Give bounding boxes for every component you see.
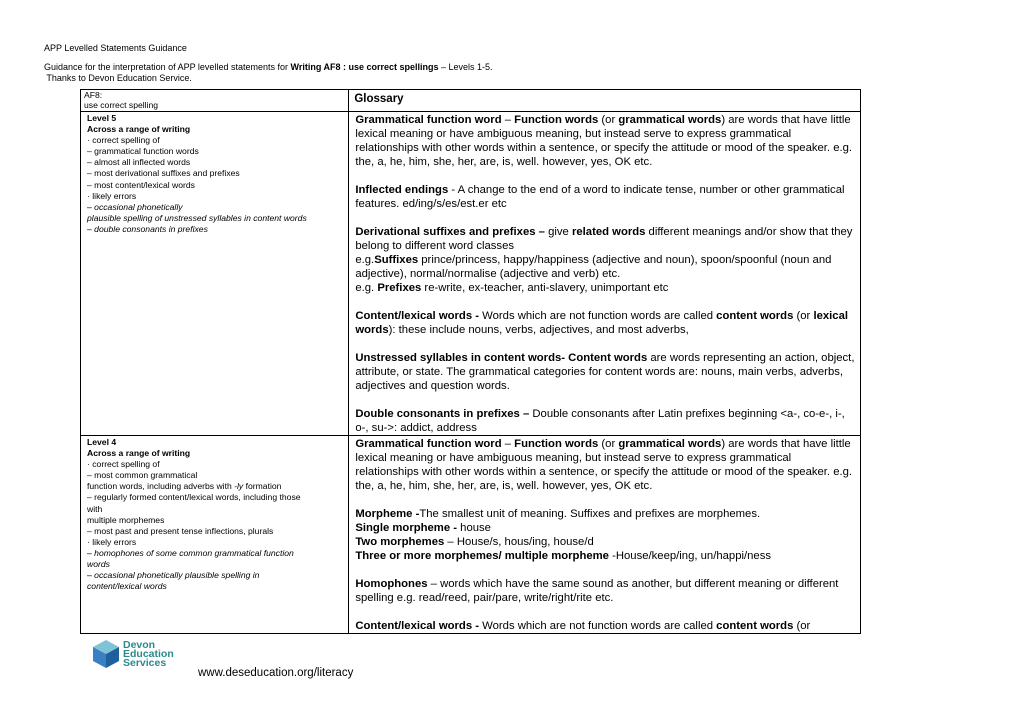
glossary4-cell (349, 436, 861, 634)
list-item: with (87, 503, 103, 514)
guidance-line (44, 62, 493, 73)
level4-subtitle: Across a range of writing (87, 448, 191, 459)
gloss-derivational: Derivational suffixes and prefixes – give related words different meanings and/or show that they belong to different word classes e.g.Suffixes prince/princess, happy/happiness (adjective and noun), spoon/spoonful (noun and adjective), normal/normalise (adjective and verb) etc. e.g. Prefixes re-write, ex-teacher, anti-slavery, unimportant etc (355, 226, 853, 294)
guidance-text: Guidance for the interpretation of APP levelled statements for (44, 62, 291, 72)
gloss-homophones: Homophones – words which have the same sound as another, but different meaning or different spelling e.g. read/reed, pair/pare, write/right/rite etc. (355, 578, 839, 604)
list-item: · correct spelling of (87, 459, 160, 470)
glossary5-cell (349, 112, 861, 436)
guidance-table (80, 89, 861, 634)
guidance-levels: – Levels 1-5. (438, 62, 493, 72)
gloss-content-words: Content/lexical words - Words which are not function words are called content words (or (355, 620, 811, 632)
logo-line2: Education (123, 647, 174, 660)
list-item: – homophones of some common grammatical function (87, 547, 294, 558)
gloss-content-words: Content/lexical words - Words which are not function words are called content words (or lexical words): these include nouns, verbs, adjectives, and most adverbs, (355, 310, 849, 336)
guidance-bold: Writing AF8 : use correct spellings (290, 62, 439, 72)
cube-icon (92, 639, 120, 669)
list-item: content/lexical words (87, 581, 167, 592)
list-item: – almost all inflected words (87, 157, 191, 168)
list-item: – occasional phonetically plausible spelling in (87, 570, 260, 581)
gloss-inflected: Inflected endings - A change to the end of a word to indicate tense, number or other grammatical features. ed/ing/s/es/est.er etc (355, 184, 845, 210)
gloss-function-word: Grammatical function word – Function words (or grammatical words) are words that have little lexical meaning or have ambiguous meaning, but instead serve to express grammatical relationships with other words within a sentence, or specify the attitude or mood of the speaker. e.g. the, a, he, him, she, her, are, is, well. however, yes, OK etc. (355, 438, 853, 492)
list-item: – most content/lexical words (87, 179, 195, 190)
list-item: – grammatical function words (87, 146, 199, 157)
af8-cell (81, 90, 349, 112)
list-item: – most common grammatical (87, 470, 198, 481)
logo-line1: Devon (123, 638, 156, 651)
glossary-header-cell (349, 90, 861, 112)
gloss-double-consonants: Double consonants in prefixes – Double consonants after Latin prefixes beginning <a-, co-e-, i-, o-, su->: addict, address (355, 408, 845, 434)
list-item: · correct spelling of (87, 135, 160, 146)
table-row (81, 112, 861, 436)
af8-sub: use correct spelling (84, 100, 159, 110)
doc-title: APP Levelled Statements Guidance (44, 43, 187, 53)
level4-title: Level 4 (87, 437, 117, 447)
literacy-link[interactable]: www.deseducation.org/literacy (198, 667, 354, 679)
gloss-unstressed: Unstressed syllables in content words- Content words are words representing an action, object, attribute, or state. The grammatical categories for content words are: nouns, main verbs, adverbs, adjectives and question words. (355, 352, 855, 392)
list-item: words (87, 559, 110, 570)
level5-cell (81, 112, 349, 436)
devon-logo (92, 639, 174, 669)
list-item: function words, including adverbs with -ly formation (87, 481, 282, 492)
level5-subtitle: Across a range of writing (87, 124, 191, 135)
table-row (81, 436, 861, 634)
gloss-function-word: Grammatical function word – Function words (or grammatical words) are words that have little lexical meaning or have ambiguous meaning, but instead serve to express grammatical relationships with other words within a sentence, or specify the attitude or mood of the speaker. e.g. the, a, he, him, she, her, are, is, well. however, yes, OK etc. (355, 114, 853, 168)
list-item: plausible spelling of unstressed syllables in content words (87, 212, 307, 223)
logo-line3: Services (123, 656, 167, 669)
level4-cell (81, 436, 349, 634)
thanks-line: Thanks to Devon Education Service. (44, 73, 192, 83)
list-item: · likely errors (87, 536, 137, 547)
table-header-row (81, 90, 861, 112)
gloss-morphemes: Morpheme -The smallest unit of meaning. Suffixes and prefixes are morphemes. Single morpheme - house Two morphemes – House/s, hous/ing, house/d Three or more morphemes/ multiple morpheme -House/keep/ing, un/happi/ness (355, 508, 771, 562)
af8-label: AF8: (84, 90, 103, 100)
level5-title: Level 5 (87, 113, 117, 123)
glossary-title: Glossary (354, 93, 404, 105)
list-item: – most derivational suffixes and prefixes (87, 168, 240, 179)
list-item: – regularly formed content/lexical words, including those (87, 492, 301, 503)
list-item: – occasional phonetically (87, 201, 183, 212)
list-item: – double consonants in prefixes (87, 223, 208, 234)
list-item: · likely errors (87, 190, 137, 201)
list-item: – most past and present tense inflections, plurals (87, 525, 274, 536)
list-item: multiple morphemes (87, 514, 165, 525)
